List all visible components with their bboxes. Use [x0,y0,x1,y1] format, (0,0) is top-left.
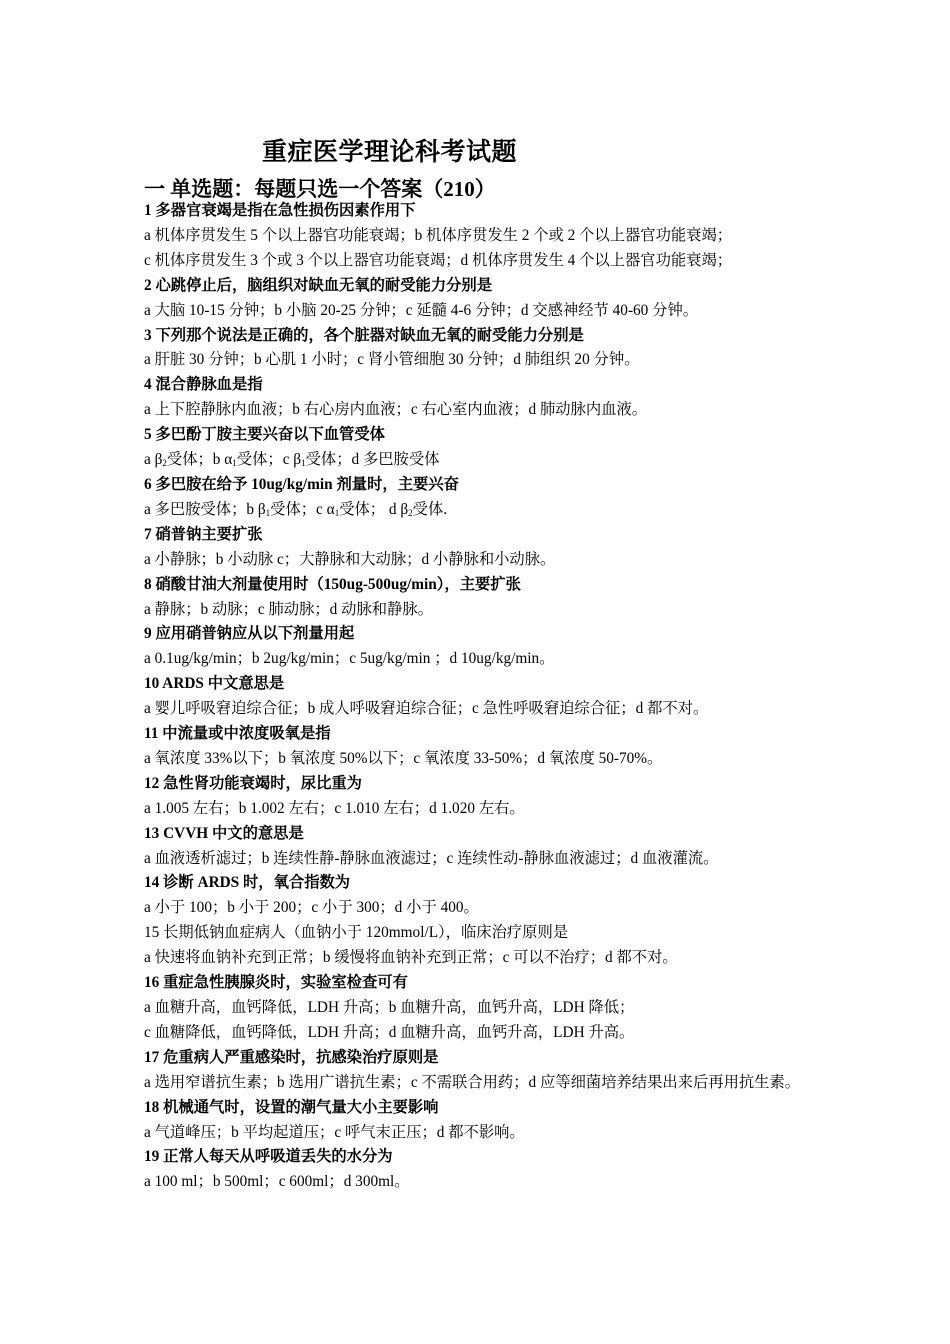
question-stem: 8 硝酸甘油大剂量使用时（150ug-500ug/min），主要扩张 [144,575,521,593]
question-stem: 14 诊断 ARDS 时，氧合指数为 [144,874,351,892]
answer-options: a 100 ml；b 500ml；c 600ml；d 300ml。 [144,1173,410,1191]
question-stem: 19 正常人每天从呼吸道丢失的水分为 [144,1148,393,1166]
question-stem: 1 多器官衰竭是指在急性损伤因素作用下 [144,202,416,219]
answer-options: a 0.1ug/kg/min；b 2ug/kg/min；c 5ug/kg/min ；d 10ug/kg/min。 [144,650,555,668]
question-stem: 15 长期低钠血症病人（血钠小于 120mmol/L），临床治疗原则是 [144,924,569,942]
question-stem: 6 多巴胺在给予 10ug/kg/min 剂量时，主要兴奋 [144,475,459,493]
answer-options: a 气道峰压；b 平均起道压；c 呼气末正压；d 都不影响。 [144,1123,525,1141]
answer-options: a 婴儿呼吸窘迫综合征；b 成人呼吸窘迫综合征；c 急性呼吸窘迫综合征；d 都不对。 [144,700,709,718]
question-stem: 12 急性肾功能衰竭时，尿比重为 [144,774,362,792]
question-stem: 9 应用硝普钠应从以下剂量用起 [144,625,355,643]
question-stem: 11 中流量或中浓度吸氧是指 [144,725,331,743]
question-stem: 13 CVVH 中文的意思是 [144,824,304,842]
answer-options: a $\beta_2$受体；b $\alpha_1$受体；c $\beta_1$受体；d 多巴胺受体 [144,451,440,469]
answer-options: a 多巴胺受体；b $\beta_1$受体；c $\alpha_1$受体； d $\beta_2$受体. [144,500,448,518]
answer-options: a 氧浓度 33%以下；b 氧浓度 50%以下；c 氧浓度 33-50%；d 氧浓度 50-70%。 [144,749,663,767]
answer-options: a 机体序贯发生 5 个以上器官功能衰竭；b 机体序贯发生 2 个或 2 个以上器官功能衰竭； [144,226,733,244]
answer-options: a 静脉；b 动脉；c 肺动脉；d 动脉和静脉。 [144,600,433,618]
document-title: 重症医学理论科考试题 [262,139,518,166]
question-list [144,199,814,1195]
answer-options: a 小静脉；b 小动脉 c；大静脉和大动脉；d 小静脉和小动脉。 [144,550,556,568]
answer-options: a 大脑 10-15 分钟；b 小脑 20-25 分钟；c 延髓 4-6 分钟；d 交感神经节 40-60 分钟。 [144,301,699,319]
section-heading: 一 单选题：每题只选一个答案（210） [144,177,496,201]
answer-options: a 肝脏 30 分钟；b 心肌 1 小时；c 肾小管细胞 30 分钟；d 肺组织 20 分钟。 [144,351,640,369]
question-stem: 17 危重病人严重感染时，抗感染治疗原则是 [144,1048,439,1066]
answer-options: a 小于 100；b 小于 200；c 小于 300；d 小于 400。 [144,899,479,917]
answer-options: c 血糖降低，血钙降低，LDH 升高；d 血糖升高，血钙升高，LDH 升高。 [144,1023,635,1041]
answer-options: a 选用窄谱抗生素；b 选用广谱抗生素；c 不需联合用药；d 应等细菌培养结果出来后再用抗生素。 [144,1073,801,1091]
answer-options: c 机体序贯发生 3 个或 3 个以上器官功能衰竭；d 机体序贯发生 4 个以上器官功能衰竭； [144,251,733,269]
question-stem: 16 重症急性胰腺炎时，实验室检查可有 [144,974,408,992]
answer-options: a 血液透析滤过；b 连续性静-静脉血液滤过；c 连续性动-静脉血液滤过；d 血液灌流。 [144,849,719,867]
question-stem: 18 机械通气时，设置的潮气量大小主要影响 [144,1098,439,1116]
question-stem: 5 多巴酚丁胺主要兴奋以下血管受体 [144,426,385,444]
question-stem: 10 ARDS 中文意思是 [144,675,285,693]
question-stem: 7 硝普钠主要扩张 [144,525,263,543]
answer-options: a 血糖升高，血钙降低，LDH 升高；b 血糖升高，血钙升高，LDH 降低； [144,999,635,1016]
question-stem: 4 混合静脉血是指 [144,376,263,394]
answer-options: a 1.005 左右；b 1.002 左右；c 1.010 左右；d 1.020 左右。 [144,799,525,817]
answer-options: a 快速将血钠补充到正常；b 缓慢将血钠补充到正常；c 可以不治疗；d 都不对。 [144,949,678,967]
question-stem: 2 心跳停止后，脑组织对缺血无氧的耐受能力分别是 [144,276,493,294]
question-stem: 3 下列那个说法是正确的，各个脏器对缺血无氧的耐受能力分别是 [144,326,584,344]
answer-options: a 上下腔静脉内血液；b 右心房内血液；c 右心室内血液；d 肺动脉内血液。 [144,401,648,419]
